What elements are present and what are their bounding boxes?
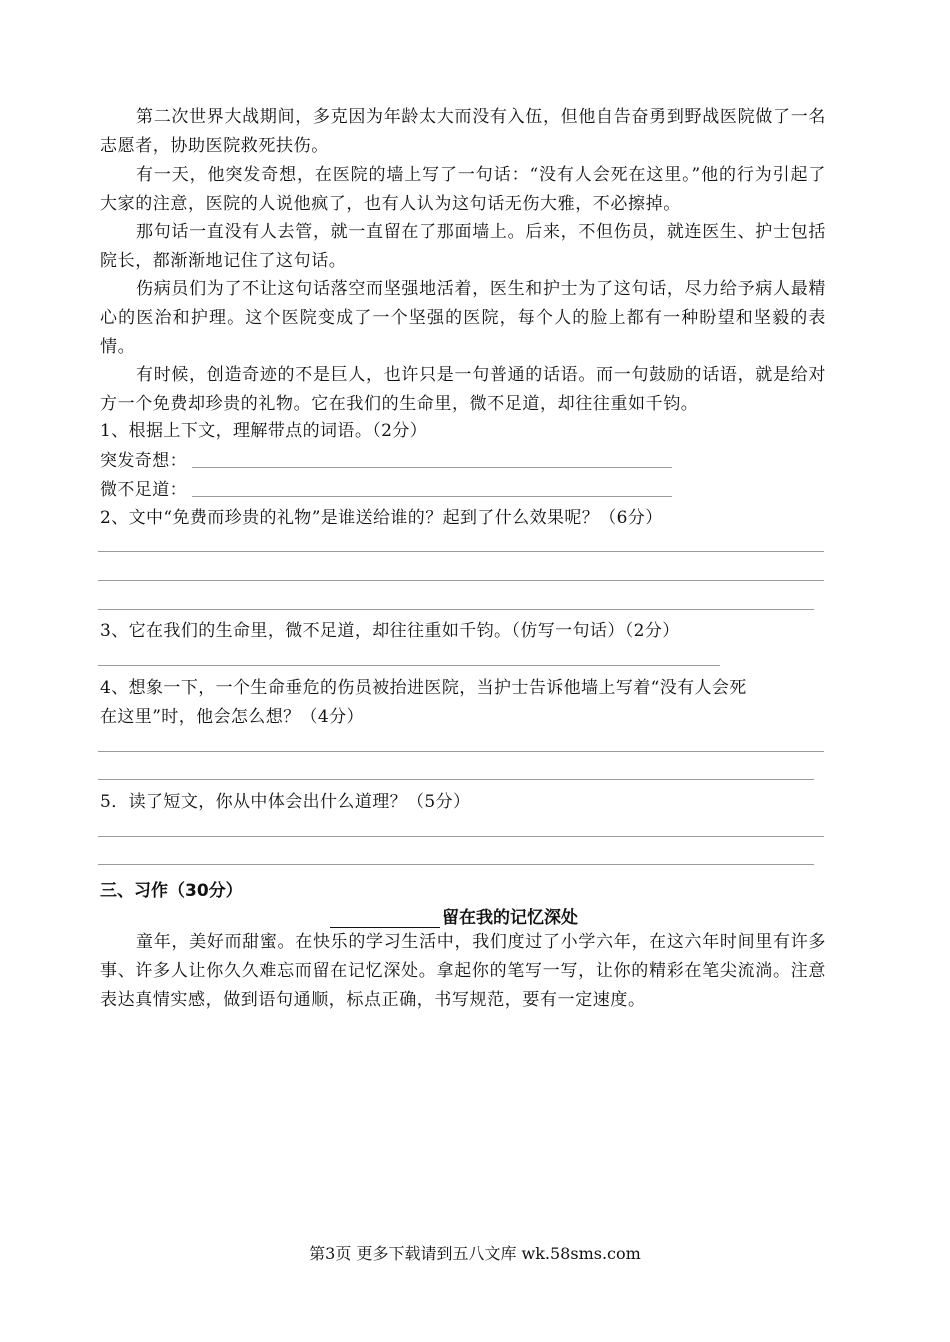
passage-paragraph-3: 那句话一直没有人去管，就一直留在了那面墙上。后来，不但伤员，就连医生、护士包括院长，都渐渐地记住了这句话。 xyxy=(100,222,826,271)
answer-line[interactable] xyxy=(98,864,814,865)
essay-title-text: 留在我的记忆深处 xyxy=(442,908,578,928)
page-footer: 第3页 更多下载请到五八文库 wk.58sms.com xyxy=(309,1244,641,1263)
passage-paragraph-4: 伤病员们为了不让这句话落空而坚强地活着，医生和护士为了这句话，尽力给予病人最精心的医治和护理。这个医院变成了一个坚强的医院，每个人的脸上都有一种盼望和坚毅的表情。 xyxy=(100,279,826,357)
passage-paragraph-1: 第二次世界大战期间，多克因为年龄太大而没有入伍，但他自告奋勇到野战医院做了一名志愿者，协助医院救死扶伤。 xyxy=(100,107,826,156)
answer-line[interactable] xyxy=(98,609,814,610)
answer-line[interactable] xyxy=(98,580,824,581)
answer-line[interactable] xyxy=(98,779,814,780)
essay-title xyxy=(330,903,578,928)
answer-line[interactable] xyxy=(192,496,672,497)
question-3: 3、它在我们的生命里，微不足道，却往往重如千钧。（仿写一句话）（2分） xyxy=(100,621,680,641)
question-4-line-1: 4、想象一下，一个生命垂危的伤员被抬进医院，当护士告诉他墙上写着“没有人会死 xyxy=(100,678,747,698)
essay-prompt: 童年，美好而甜蜜。在快乐的学习生活中，我们度过了小学六年，在这六年时间里有许多事、许多人让你久久难忘而留在记忆深处。拿起你的笔写一写，让你的精彩在笔尖流淌。注意表达真情实感，做到语句通顺，标点正确，书写规范，要有一定速度。 xyxy=(100,932,826,1010)
question-2: 2、文中“免费而珍贵的礼物”是谁送给谁的？起到了什么效果呢？（6分） xyxy=(100,508,663,528)
answer-line[interactable] xyxy=(192,467,672,468)
question-4-line-2: 在这里”时，他会怎么想？（4分） xyxy=(100,707,364,727)
answer-line[interactable] xyxy=(98,836,824,837)
answer-line[interactable] xyxy=(98,751,824,752)
passage-paragraph-2: 有一天，他突发奇想，在医院的墙上写了一句话：“没有人会死在这里。”他的行为引起了大家的注意，医院的人说他疯了，也有人认为这句话无伤大雅，不必擦掉。 xyxy=(100,165,826,214)
answer-line[interactable] xyxy=(98,551,824,552)
question-1: 1、根据上下文，理解带点的词语。（2分） xyxy=(100,421,428,441)
question-1-word-1: 突发奇想： xyxy=(100,451,187,471)
section-heading: 三、习作（30分） xyxy=(100,881,243,901)
passage-paragraph-5: 有时候，创造奇迹的不是巨人，也许只是一句普通的话语。而一句鼓励的话语，就是给对方一个免费却珍贵的礼物。它在我们的生命里，微不足道，却往往重如千钧。 xyxy=(100,365,826,414)
question-1-word-2: 微不足道： xyxy=(100,480,187,500)
title-blank[interactable] xyxy=(330,909,440,928)
question-5: 5．读了短文，你从中体会出什么道理？（5分） xyxy=(100,792,471,812)
answer-line[interactable] xyxy=(98,665,720,666)
